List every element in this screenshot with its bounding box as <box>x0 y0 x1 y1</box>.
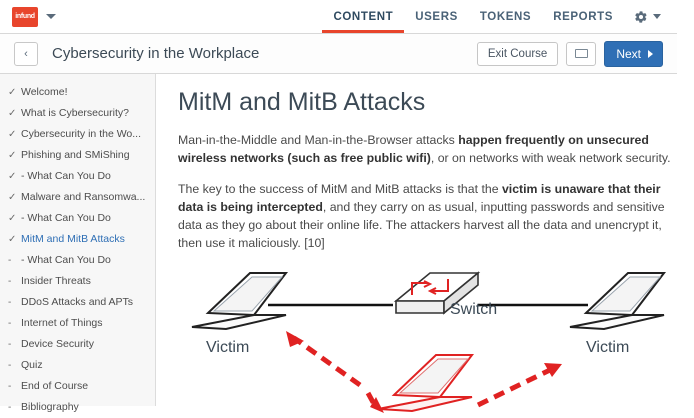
toc-item-9[interactable] <box>0 271 155 292</box>
settings-menu-button[interactable] <box>624 10 665 24</box>
mitm-diagram <box>178 265 678 415</box>
chevron-left-icon: ‹ <box>24 47 28 60</box>
toc-item-10[interactable] <box>0 292 155 313</box>
laptop-victim-left <box>192 273 286 329</box>
top-navigation-bar <box>0 0 677 34</box>
toc-item-6[interactable] <box>0 208 155 229</box>
arrow-head-upleft <box>286 331 304 347</box>
toc-item-label: Internet of Things <box>21 317 103 329</box>
check-icon: ✓ <box>8 108 17 119</box>
nav-label-users: USERS <box>415 10 458 23</box>
toc-item-label: Device Security <box>21 338 94 350</box>
toc-item-14[interactable] <box>0 376 155 397</box>
check-icon: ✓ <box>8 213 17 224</box>
check-icon: ✓ <box>8 171 17 182</box>
nav-item-reports[interactable] <box>542 0 624 33</box>
paragraph-2-bold: victim is unaware that their data is being intercepted <box>178 182 661 214</box>
check-icon: ✓ <box>8 192 17 203</box>
toc-item-7[interactable] <box>0 229 155 250</box>
laptop-attacker <box>378 355 472 411</box>
lesson-content <box>156 74 694 406</box>
toc-item-5[interactable] <box>0 187 155 208</box>
nav-label-reports: REPORTS <box>553 10 613 23</box>
gear-icon <box>634 10 648 24</box>
dash-icon: - <box>8 360 12 371</box>
logo-dropdown-caret-icon[interactable] <box>46 14 56 19</box>
course-table-of-contents[interactable] <box>0 74 156 413</box>
course-header-actions <box>477 41 663 67</box>
toc-item-0[interactable] <box>0 82 155 103</box>
exit-course-button[interactable]: Exit Course <box>477 42 558 66</box>
toc-item-2[interactable] <box>0 124 155 145</box>
course-body <box>0 74 677 413</box>
nav-label-tokens: TOKENS <box>479 10 532 23</box>
toc-item-8[interactable] <box>0 250 155 271</box>
toc-item-label: Quiz <box>21 359 43 371</box>
paragraph-1-bold: happen frequently on unsecured wireless networks (such as free public wifi) <box>178 133 649 165</box>
toc-item-label: Bibliography <box>21 401 79 413</box>
toc-item-1[interactable] <box>0 103 155 124</box>
arrow-right-icon <box>648 50 653 58</box>
label-switch: Switch <box>450 301 498 318</box>
course-header-bar <box>0 34 677 74</box>
nav-item-tokens[interactable] <box>469 0 542 33</box>
toc-item-4[interactable] <box>0 166 155 187</box>
next-button[interactable] <box>604 41 663 67</box>
toc-item-label: Welcome! <box>21 86 68 98</box>
dash-icon: - <box>8 255 12 266</box>
paragraph-2-post: , and they carry on as usual, inputting passwords and sensitive data as they go about their online life. The attackers harvest all the data and unencrypt it, then use it maliciously. [10] <box>178 200 665 250</box>
label-victim-left: Victim <box>206 339 250 356</box>
toc-item-label: - What Can You Do <box>21 170 111 182</box>
monitor-icon <box>575 49 588 58</box>
toc-item-label: MitM and MitB Attacks <box>21 233 125 245</box>
check-icon: ✓ <box>8 150 17 161</box>
nav-item-users[interactable] <box>404 0 469 33</box>
top-nav-items <box>322 0 665 33</box>
toc-item-label: - What Can You Do <box>21 212 111 224</box>
dash-icon: - <box>8 381 12 392</box>
toc-item-13[interactable] <box>0 355 155 376</box>
toc-item-label: Phishing and SMiShing <box>21 149 130 161</box>
nav-item-content[interactable] <box>322 0 404 33</box>
label-victim-right: Victim <box>586 339 630 356</box>
logo-text: infund <box>15 13 35 20</box>
nav-label-content: CONTENT <box>333 10 394 23</box>
app-logo[interactable] <box>12 7 38 27</box>
toc-item-label: - What Can You Do <box>21 254 111 266</box>
laptop-victim-right <box>570 273 664 329</box>
dash-icon: - <box>8 297 12 308</box>
toc-item-label: Insider Threats <box>21 275 91 287</box>
toc-item-label: Malware and Ransomwa... <box>21 191 146 203</box>
toc-item-15[interactable] <box>0 397 155 418</box>
toc-item-label: What is Cybersecurity? <box>21 107 129 119</box>
toc-item-label: End of Course <box>21 380 89 392</box>
dash-icon: - <box>8 402 12 413</box>
lesson-paragraph-2 <box>178 180 678 252</box>
dash-icon: - <box>8 276 12 287</box>
paragraph-1-post: , or on networks with weak network security. <box>430 151 671 165</box>
toc-item-label: Cybersecurity in the Wo... <box>21 128 142 140</box>
chevron-down-icon <box>653 14 661 19</box>
paragraph-1-pre: Man-in-the-Middle and Man-in-the-Browser attacks <box>178 133 459 147</box>
check-icon: ✓ <box>8 129 17 140</box>
toc-item-12[interactable] <box>0 334 155 355</box>
back-button[interactable] <box>14 42 38 66</box>
toc-item-3[interactable] <box>0 145 155 166</box>
fullscreen-button[interactable] <box>566 42 596 66</box>
toc-item-label: DDoS Attacks and APTs <box>21 296 134 308</box>
next-button-label: Next <box>616 46 641 61</box>
dash-icon: - <box>8 339 12 350</box>
lesson-paragraph-1 <box>178 131 678 167</box>
page-title: Cybersecurity in the Workplace <box>52 45 260 62</box>
check-icon: ✓ <box>8 234 17 245</box>
paragraph-2-pre: The key to the success of MitM and MitB attacks is that the <box>178 182 502 196</box>
check-icon: ✓ <box>8 87 17 98</box>
lesson-title: MitM and MitB Attacks <box>178 88 426 116</box>
toc-item-11[interactable] <box>0 313 155 334</box>
dash-icon: - <box>8 318 12 329</box>
